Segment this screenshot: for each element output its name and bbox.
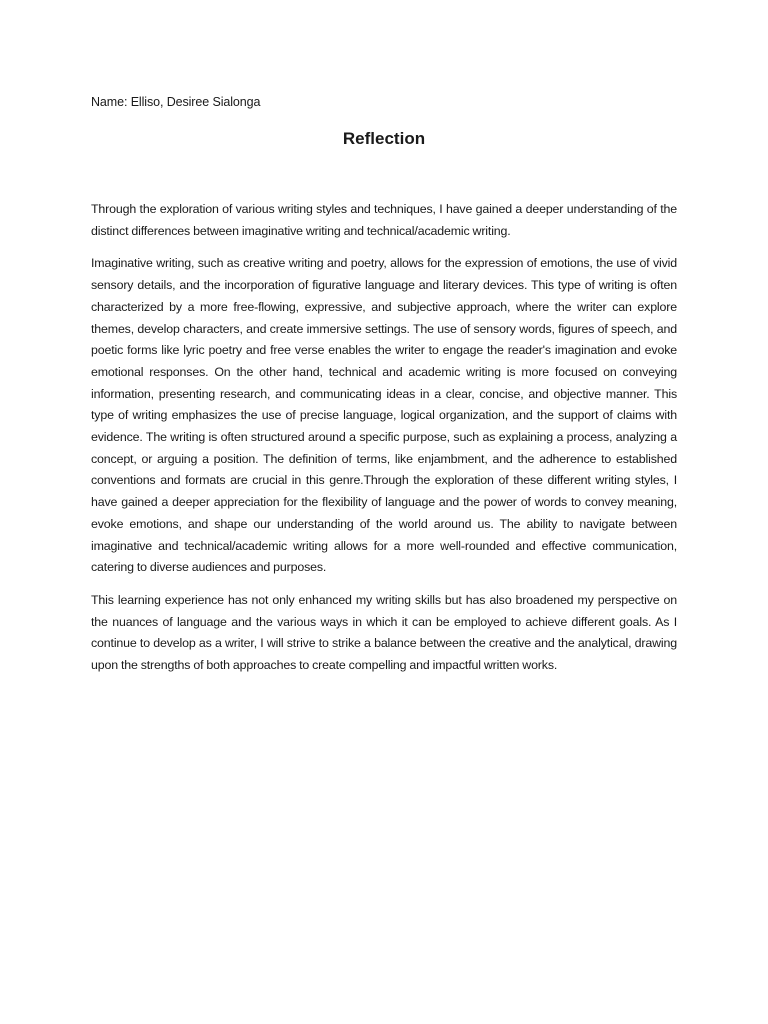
page-title: Reflection bbox=[342, 129, 426, 148]
document-body bbox=[91, 199, 677, 688]
body-paragraph-2: Imaginative writing, such as creative writing and poetry, allows for the expression of emotions, the use of vivid sensory details, and the incorporation of figurative language and literary devices. This type of writing is often characterized by a more free-flowing, expressive, and subjective approach, where the writer can explore themes, develop characters, and create immersive settings. The use of sensory words, figures of speech, and poetic forms like lyric poetry and free verse enables the writer to engage the reader's imagination and evoke emotional responses. On the other hand, technical and academic writing is more focused on conveying information, presenting research, and communicating ideas in a clear, concise, and objective manner. This type of writing emphasizes the use of precise language, logical organization, and the support of claims with evidence. The writing is often structured around a specific purpose, such as explaining a process, analyzing a concept, or arguing a position. The definition of terms, like enjambment, and the adherence to established conventions and formats are crucial in this genre.Through the exploration of these different writing styles, I have gained a deeper appreciation for the flexibility of language and the power of words to convey meaning, evoke emotions, and shape our understanding of the world around us. The ability to navigate between imaginative and technical/academic writing allows for a more well-rounded and effective communication, catering to diverse audiences and purposes. bbox=[91, 256, 677, 575]
body-paragraph-3: This learning experience has not only enhanced my writing skills but has also broadened my perspective on the nuances of language and the various ways in which it can be employed to achieve different goals. As I continue to develop as a writer, I will strive to strike a balance between the creative and the analytical, drawing upon the strengths of both approaches to create compelling and impactful written works. bbox=[91, 592, 677, 673]
author-name-line: Name: Elliso, Desiree Sialonga bbox=[91, 95, 261, 109]
body-paragraph-1: Through the exploration of various writing styles and techniques, I have gained a deeper understanding of the distinct differences between imaginative writing and technical/academic writing. bbox=[91, 202, 677, 238]
